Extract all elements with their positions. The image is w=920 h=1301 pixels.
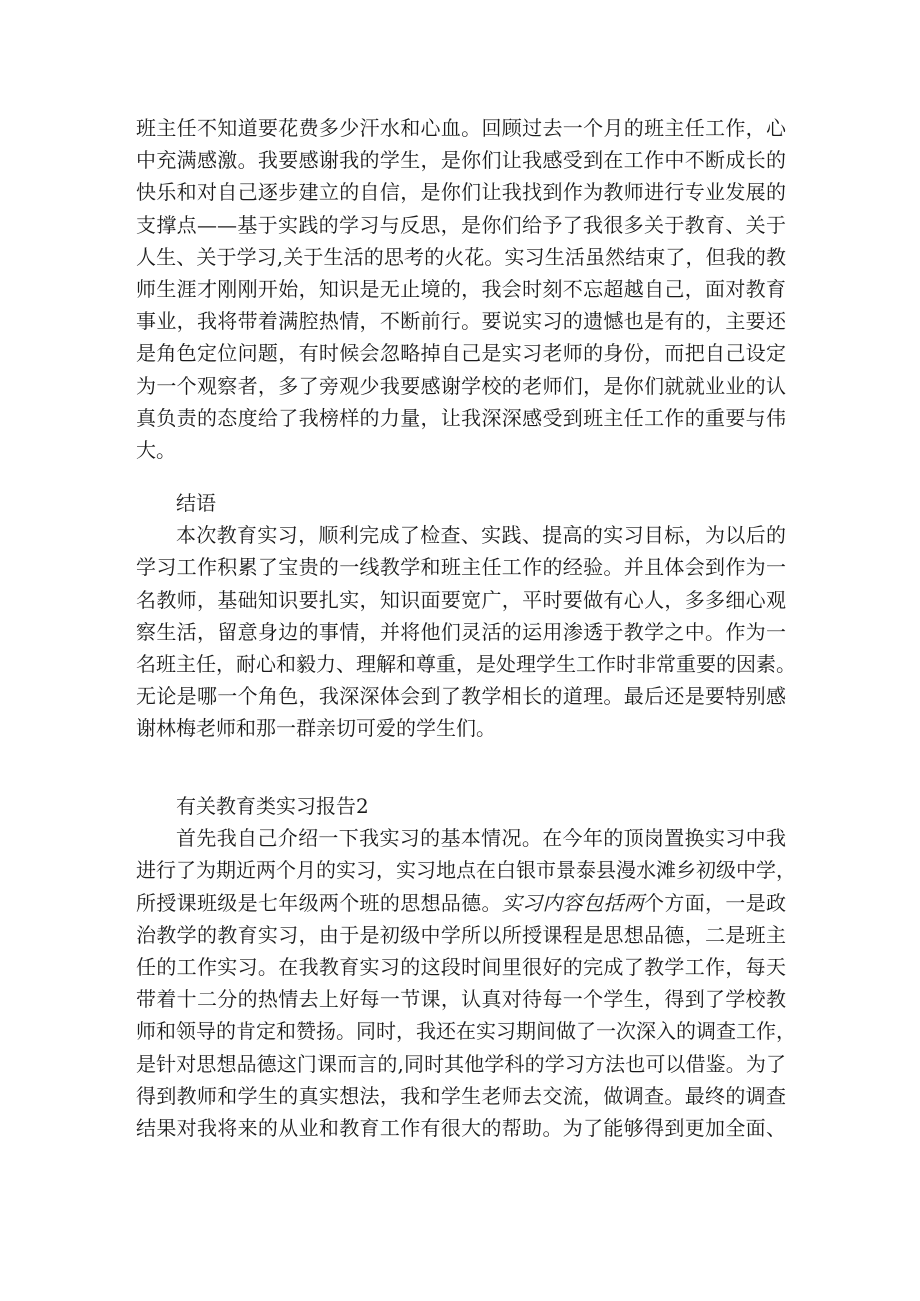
text-line: 谢林梅老师和那一群亲切可爱的学生们。 (136, 716, 496, 741)
text-line: 班主任不知道要花费多少汗水和心血。回顾过去一个月的班主任工作，心 (136, 116, 786, 140)
text-line-mixed (136, 887, 786, 919)
text-line: 任的工作实习。在我教育实习的这段时间里很好的完成了教学工作，每天 (136, 954, 786, 979)
text-line: 首先我自己介绍一下我实习的基本情况。在今年的顶岗置换实习中我 (176, 826, 786, 851)
section-heading: 有关教育类实习报告2 (176, 794, 369, 818)
section-heading: 结语 (176, 491, 216, 515)
text-segment: 所授课班级是七年级两个班的思想品德。 (136, 890, 502, 915)
text-line: 是针对思想品德这门课而言的,同时其他学科的学习方法也可以借鉴。为了 (136, 1051, 786, 1076)
italic-text-segment: 实习内容包括两 (501, 890, 645, 915)
text-line: 名教师，基础知识要扎实，知识面要宽广，平时要做有心人，多多细心观 (136, 587, 786, 612)
text-line: 带着十二分的热情去上好每一节课，认真对待每一个学生，得到了学校教 (136, 987, 786, 1012)
text-line: 师和领导的肯定和赞扬。同时，我还在实习期间做了一次深入的调查工作， (136, 1019, 796, 1044)
section-conclusion (136, 487, 796, 745)
text-line: 真负责的态度给了我榜样的力量，让我深深感受到班主任工作的重要与伟 (136, 405, 786, 430)
text-line: 支撑点——基于实践的学习与反思，是你们给予了我很多关于教育、关于 (136, 212, 786, 237)
text-line: 名班主任，耐心和毅力、理解和尊重，是处理学生工作时非常重要的因素。 (136, 651, 796, 676)
text-line: 大。 (136, 437, 176, 462)
text-line: 快乐和对自己逐步建立的自信，是你们让我找到作为教师进行专业发展的 (136, 180, 786, 205)
text-line: 进行了为期近两个月的实习，实习地点在白银市景泰县漫水滩乡初级中学， (136, 858, 796, 883)
text-segment: 个方面，一是政 (644, 890, 787, 915)
text-line: 结果对我将来的从业和教育工作有很大的帮助。为了能够得到更加全面、 (136, 1115, 786, 1140)
text-line: 本次教育实习，顺利完成了检查、实践、提高的实习目标，为以后的 (176, 523, 786, 548)
text-line: 无论是哪一个角色，我深深体会到了教学相长的道理。最后还是要特别感 (136, 684, 786, 709)
text-line: 察生活，留意身边的事情，并将他们灵活的运用渗透于教学之中。作为一 (136, 619, 786, 644)
text-line: 人生、关于学习,关于生活的思考的火花。实习生活虽然结束了，但我的教 (136, 244, 786, 269)
text-line: 治教学的教育实习，由于是初级中学所以所授课程是思想品德，二是班主 (136, 922, 786, 947)
paragraph-reflection (136, 112, 786, 466)
text-line: 中充满感激。我要感谢我的学生，是你们让我感受到在工作中不断成长的 (136, 148, 786, 173)
text-line: 事业，我将带着满腔热情，不断前行。要说实习的遗憾也是有的，主要还 (136, 309, 786, 334)
text-line: 师生涯才刚刚开始，知识是无止境的，我会时刻不忘超越自己，面对教育 (136, 276, 786, 301)
text-line: 是角色定位问题，有时候会忽略掉自己是实习老师的身份，而把自己设定 (136, 341, 786, 366)
section-report-2 (136, 790, 796, 1144)
text-line: 为一个观察者，多了旁观少我要感谢学校的老师们，是你们就就业业的认 (136, 373, 786, 398)
text-line: 学习工作积累了宝贵的一线教学和班主任工作的经验。并且体会到作为一 (136, 555, 786, 580)
text-line: 得到教师和学生的真实想法，我和学生老师去交流，做调查。最终的调查 (136, 1083, 786, 1108)
